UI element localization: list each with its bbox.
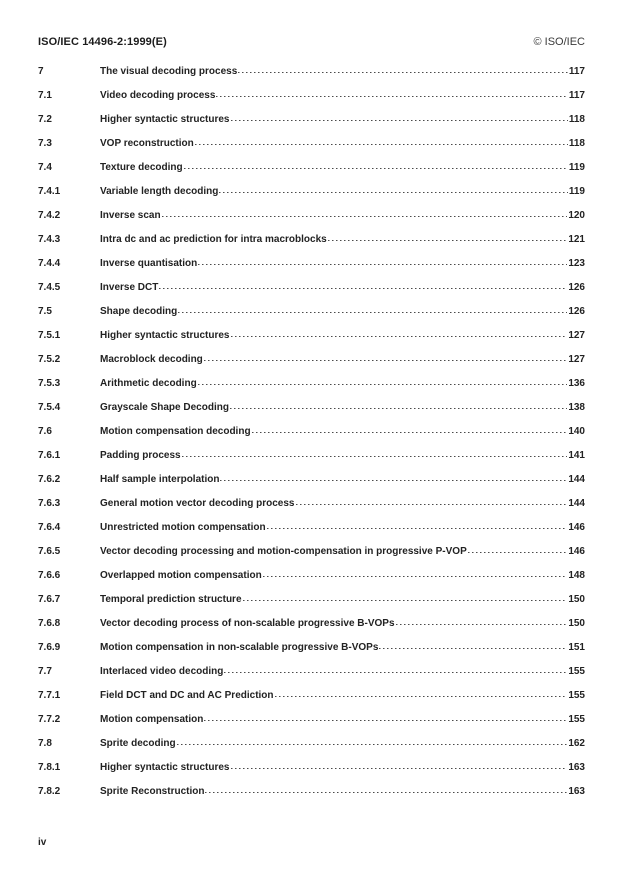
dot-leader [238,64,568,74]
dot-leader [182,448,568,458]
toc-entry-number: 7.6.3 [38,498,61,509]
toc-entry-number: 7.8 [38,738,52,749]
table-of-contents [38,60,585,804]
toc-entry-number: 7.8.1 [38,762,61,773]
toc-entry-page: 163 [568,762,585,773]
toc-row [38,612,585,636]
toc-entry-page: 119 [568,162,585,173]
dot-leader [220,472,567,482]
toc-entry-title: Shape decoding [100,306,178,317]
toc-row [38,540,585,564]
toc-entry-page: 155 [568,666,585,677]
toc-entry-number: 7.7 [38,666,52,677]
toc-entry-title: Overlapped motion compensation [100,570,262,581]
toc-entry-page: 155 [568,714,585,725]
toc-entry-title: General motion vector decoding process [100,498,295,509]
dot-leader [230,400,567,410]
toc-entry-number: 7.6.9 [38,642,61,653]
copyright-notice: © ISO/IEC [533,36,585,48]
toc-row [38,132,585,156]
toc-row [38,756,585,780]
toc-entry-number: 7.4.3 [38,234,61,245]
toc-entry-page: 162 [568,738,585,749]
toc-row [38,252,585,276]
page-footer [38,837,46,848]
toc-entry-title: VOP reconstruction [100,138,194,149]
toc-row [38,492,585,516]
dot-leader [159,280,567,290]
toc-entry-title: Sprite Reconstruction [100,786,205,797]
dot-leader [252,424,568,434]
toc-row [38,204,585,228]
document-id: ISO/IEC 14496-2:1999(E) [38,36,167,48]
toc-entry-number: 7.8.2 [38,786,61,797]
toc-entry-number: 7.5.2 [38,354,61,365]
toc-entry-title: Inverse DCT [100,282,159,293]
toc-entry-number: 7.6.2 [38,474,61,485]
toc-entry-page: 144 [568,474,585,485]
toc-row [38,228,585,252]
toc-entry-number: 7.6.1 [38,450,61,461]
toc-entry-page: 146 [568,522,585,533]
toc-entry-number: 7.6.5 [38,546,61,557]
toc-entry-page: 127 [568,330,585,341]
toc-entry-title: Video decoding process [100,90,216,101]
dot-leader [198,256,567,266]
toc-entry-number: 7.4.4 [38,258,61,269]
toc-entry-page: 141 [568,450,585,461]
toc-entry-title: Higher syntactic structures [100,114,230,125]
toc-row [38,684,585,708]
dot-leader [296,496,568,506]
toc-entry-page: 150 [568,594,585,605]
toc-row [38,60,585,84]
toc-entry-number: 7.7.2 [38,714,61,725]
page-header [38,36,585,48]
toc-entry-title: Half sample interpolation [100,474,220,485]
toc-entry-number: 7.2 [38,114,52,125]
toc-row [38,276,585,300]
toc-row [38,780,585,804]
toc-entry-title: Vector decoding processing and motion-compensation in progressive P-VOP [100,546,467,557]
toc-entry-page: 136 [568,378,585,389]
toc-entry-title: Grayscale Shape Decoding [100,402,229,413]
dot-leader [267,520,568,530]
dot-leader [219,184,568,194]
toc-entry-page: 118 [568,138,585,149]
toc-entry-title: Padding process [100,450,181,461]
toc-row [38,516,585,540]
toc-entry-page: 119 [568,186,585,197]
dot-leader [275,688,568,698]
toc-entry-number: 7.3 [38,138,52,149]
toc-entry-number: 7.4 [38,162,52,173]
toc-entry-page: 126 [568,306,585,317]
toc-entry-number: 7.5.1 [38,330,61,341]
toc-entry-page: 120 [568,210,585,221]
toc-entry-title: Interlaced video decoding [100,666,224,677]
dot-leader [195,136,568,146]
toc-entry-number: 7.6.8 [38,618,61,629]
toc-entry-page: 146 [568,546,585,557]
toc-entry-page: 151 [568,642,585,653]
dot-leader [231,328,568,338]
toc-entry-title: Unrestricted motion compensation [100,522,266,533]
dot-leader [162,208,568,218]
dot-leader [216,88,567,98]
toc-entry-number: 7.6.7 [38,594,61,605]
toc-entry-title: Motion compensation in non-scalable progressive B-VOPs [100,642,379,653]
toc-entry-number: 7.4.5 [38,282,61,293]
toc-entry-number: 7.1 [38,90,52,101]
toc-entry-title: Temporal prediction structure [100,594,242,605]
dot-leader [231,112,568,122]
toc-entry-page: 117 [568,66,585,77]
dot-leader [468,544,568,554]
dot-leader [204,352,568,362]
toc-entry-title: Vector decoding process of non-scalable progressive B-VOPs [100,618,395,629]
toc-entry-title: Macroblock decoding [100,354,203,365]
toc-row [38,156,585,180]
toc-row [38,708,585,732]
dot-leader [396,616,568,626]
toc-row [38,732,585,756]
toc-entry-title: Variable length decoding [100,186,219,197]
dot-leader [224,664,567,674]
toc-entry-page: 123 [568,258,585,269]
dot-leader [178,304,567,314]
toc-entry-page: 127 [568,354,585,365]
toc-entry-title: Higher syntactic structures [100,762,230,773]
toc-entry-title: Arithmetic decoding [100,378,197,389]
toc-entry-number: 7.6 [38,426,52,437]
toc-entry-number: 7.5.3 [38,378,61,389]
toc-entry-page: 121 [568,234,585,245]
toc-row [38,108,585,132]
toc-entry-page: 148 [568,570,585,581]
toc-entry-number: 7.4.2 [38,210,61,221]
toc-row [38,636,585,660]
toc-entry-page: 138 [568,402,585,413]
dot-leader [243,592,568,602]
dot-leader [177,736,568,746]
toc-row [38,300,585,324]
dot-leader [231,760,568,770]
dot-leader [204,712,567,722]
toc-row [38,444,585,468]
toc-entry-number: 7.6.4 [38,522,61,533]
toc-entry-title: The visual decoding process [100,66,238,77]
toc-entry-page: 144 [568,498,585,509]
toc-entry-number: 7.7.1 [38,690,61,701]
toc-entry-number: 7.5 [38,306,52,317]
toc-entry-page: 163 [568,786,585,797]
toc-entry-page: 118 [568,114,585,125]
dot-leader [184,160,568,170]
toc-entry-number: 7.4.1 [38,186,61,197]
dot-leader [328,232,568,242]
toc-row [38,372,585,396]
toc-entry-title: Higher syntactic structures [100,330,230,341]
toc-entry-title: Motion compensation [100,714,204,725]
toc-entry-title: Sprite decoding [100,738,176,749]
toc-entry-title: Motion compensation decoding [100,426,251,437]
toc-entry-title: Texture decoding [100,162,183,173]
toc-row [38,396,585,420]
dot-leader [263,568,568,578]
toc-row [38,564,585,588]
toc-row [38,420,585,444]
toc-entry-page: 140 [568,426,585,437]
toc-entry-number: 7 [38,66,44,77]
toc-row [38,324,585,348]
toc-entry-title: Inverse quantisation [100,258,198,269]
toc-entry-title: Field DCT and DC and AC Prediction [100,690,274,701]
toc-row [38,588,585,612]
toc-entry-title: Inverse scan [100,210,161,221]
toc-entry-page: 126 [568,282,585,293]
toc-entry-number: 7.5.4 [38,402,61,413]
toc-row [38,84,585,108]
toc-row [38,180,585,204]
dot-leader [198,376,568,386]
toc-entry-title: Intra dc and ac prediction for intra macroblocks [100,234,327,245]
toc-row [38,348,585,372]
toc-entry-page: 155 [568,690,585,701]
toc-entry-page: 150 [568,618,585,629]
toc-entry-page: 117 [568,90,585,101]
dot-leader [205,784,567,794]
toc-entry-number: 7.6.6 [38,570,61,581]
dot-leader [379,640,567,650]
page-number: iv [38,837,47,848]
toc-row [38,660,585,684]
toc-row [38,468,585,492]
